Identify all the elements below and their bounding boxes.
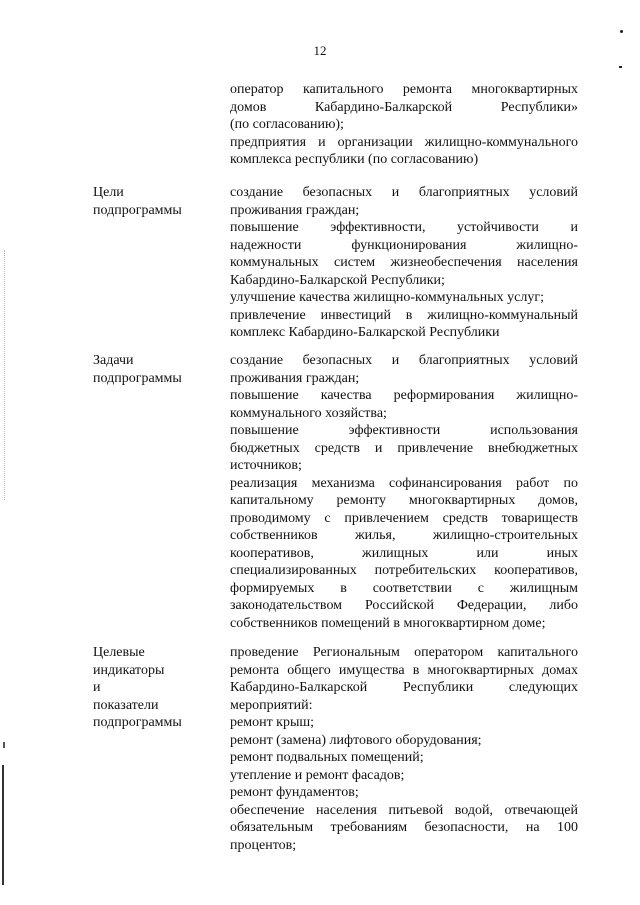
label-line: Цели [93,185,124,200]
text-line: коммунального хозяйства; [230,405,387,421]
text-line: законодательством Российской Федерации, либо [230,598,578,613]
text-line: проживания граждан; [230,370,360,386]
section-indicators-text [230,644,578,854]
label-line: Целевые [93,645,145,660]
section-tasks-label [93,352,208,387]
text-line: ремонта общего имущества в многоквартирных домах [230,662,578,678]
text-line: ремонт фундаментов; [230,785,359,800]
label-line: подпрограммы [93,202,182,218]
text-line: проведение Региональным оператором капитального [230,645,578,660]
text-line: процентов; [230,837,297,853]
text-line: создание безопасных и благоприятных условий [230,353,578,368]
text-line: комплекс Кабардино-Балкарской Республики [230,325,500,340]
text-line: улучшение качества жилищно-коммунальных услуг; [230,290,544,305]
scan-edge-line [2,765,4,885]
text-line: собственников помещений в многоквартирном доме; [230,615,546,631]
text-line: Кабардино-Балкарской Республики; [230,272,445,288]
text-line: создание безопасных и благоприятных условий [230,185,578,200]
intro-line: домов Кабардино-Балкарской Республики» [230,99,578,115]
label-line: и [93,680,101,695]
label-line: подпрограммы [93,715,182,730]
scan-edge-dots [4,250,6,500]
text-line: источников; [230,458,302,473]
intro-line: оператор капитального ремонта многоквартирных [230,82,578,97]
text-line: обязательным требованиям безопасности, на 100 [230,820,578,835]
text-line: проводимому с привлечением средств товариществ [230,510,578,526]
text-line: повышение эффективности использования [230,423,578,438]
section-tasks-text [230,352,578,632]
label-line: Задачи [93,353,134,368]
intro-block [230,81,578,169]
text-line: бюджетных средств и привлечение внебюджетных [230,440,578,456]
text-line: коммунальных систем жизнеобеспечения населения [230,255,578,270]
scan-speck [619,66,622,68]
intro-line: комплекса республики (по согласованию) [230,152,479,167]
text-line: привлечение инвестиций в жилищно-коммунальный [230,307,578,323]
text-line: проживания граждан; [230,202,360,218]
text-line: мероприятий: [230,697,313,713]
label-line: показатели [93,697,159,713]
label-line: подпрограммы [93,370,182,386]
text-line: ремонт подвальных помещений; [230,750,424,765]
section-goals-label [93,184,208,219]
intro-line: (по согласованию); [230,117,344,132]
text-line: кооперативов, жилищных или иных [230,545,578,561]
scan-speck [620,30,623,33]
text-line: капитальному ремонту многоквартирных домов, [230,493,578,508]
label-line: индикаторы [93,662,165,678]
scan-edge-mark [3,742,5,748]
text-line: собственников жилья, жилищно-строительных [230,528,578,543]
page-number: 12 [313,43,327,58]
text-line: формируемых в соответствии с жилищным [230,580,578,596]
text-line: утепление и ремонт фасадов; [230,767,405,783]
text-line: ремонт крыш; [230,715,315,730]
section-goals-text [230,184,578,342]
text-line: повышение эффективности, устойчивости и [230,220,578,235]
text-line: обеспечение населения питьевой водой, отвечающей [230,802,578,818]
text-line: ремонт (замена) лифтового оборудования; [230,732,482,748]
text-line: специализированных потребительских кооперативов, [230,563,578,578]
text-line: реализация механизма софинансирования работ по [230,475,578,491]
intro-line: предприятия и организации жилищно-коммунального [230,134,578,150]
section-indicators-label [93,644,208,732]
text-line: надежности функционирования жилищно- [230,237,578,253]
text-line: повышение качества реформирования жилищно- [230,388,578,403]
text-line: Кабардино-Балкарской Республики следующих [230,680,578,695]
